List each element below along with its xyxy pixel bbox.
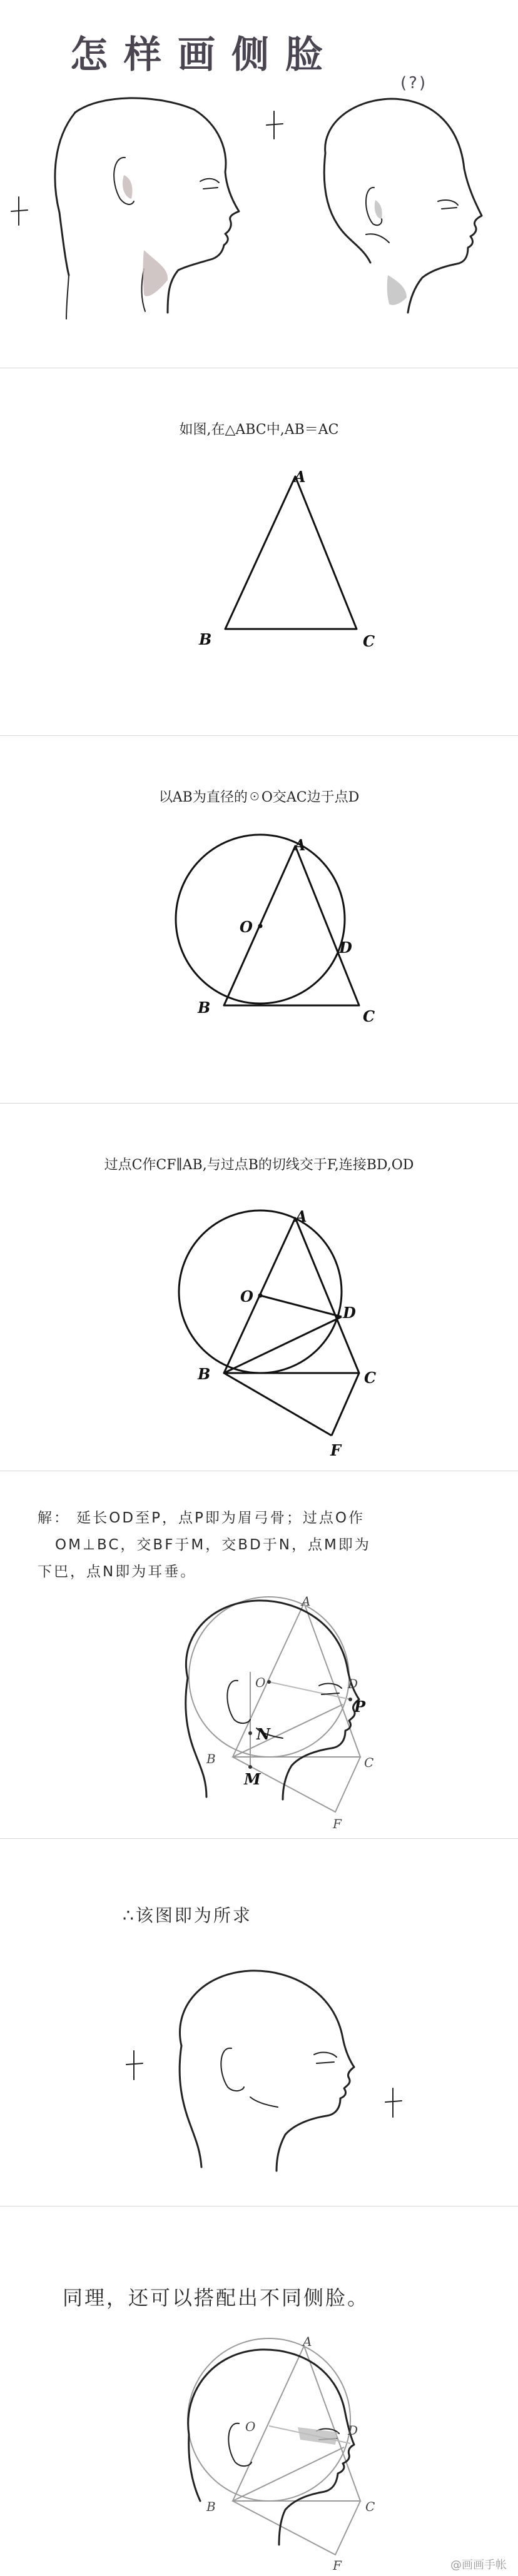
label-m: M <box>244 1770 261 1788</box>
step2-caption: 以AB为直径的☉O交AC边于点D <box>158 790 360 805</box>
point-o <box>258 1294 263 1298</box>
label-o: O <box>245 2419 256 2434</box>
label-p: P <box>354 1698 366 1716</box>
label-b: B <box>199 630 212 648</box>
label-c: C <box>363 632 375 650</box>
line-bf <box>224 1373 332 1436</box>
point-o <box>258 924 263 928</box>
label-d: D <box>348 2423 358 2438</box>
step3-diagram <box>0 1104 518 1471</box>
label-c: C <box>363 1007 375 1025</box>
circle-o <box>176 835 345 1004</box>
triangle-abc <box>225 476 357 629</box>
header-panel <box>0 0 518 366</box>
circle-o <box>179 1210 342 1373</box>
label-a: A <box>294 468 306 486</box>
label-o: O <box>255 1675 266 1690</box>
header-sketch <box>0 0 518 366</box>
label-o: O <box>240 1287 253 1306</box>
step1-panel <box>0 369 518 735</box>
head-over-construction <box>186 1601 359 1799</box>
label-b: B <box>206 2499 216 2514</box>
step1-diagram <box>0 369 518 735</box>
left-head-sketch <box>55 98 239 319</box>
right-head-sketch <box>324 99 482 313</box>
label-n: N <box>256 1725 270 1743</box>
step2-panel <box>0 737 518 1102</box>
label-d: D <box>339 938 352 957</box>
construction-lines <box>189 1597 360 1812</box>
label-a: A <box>302 1594 311 1609</box>
step1-caption: 如图,在△ABC中,AB＝AC <box>179 422 339 438</box>
solution-line-1: 解： 延长OD至P，点P即为眉弓骨；过点O作 <box>38 1510 365 1526</box>
label-c: C <box>364 1755 374 1770</box>
label-d: D <box>343 1304 356 1322</box>
solution-line-2: OM⊥BC，交BF于M，交BD于N，点M即为 <box>55 1537 371 1553</box>
label-b: B <box>198 999 211 1017</box>
point-n <box>248 1731 252 1735</box>
watermark: @画画手帐 <box>450 2558 507 2572</box>
sparkle-icons <box>11 111 283 225</box>
closing-text: 同理，还可以搭配出不同侧脸。 <box>63 2286 370 2310</box>
step5-head-sketch <box>0 1839 518 2206</box>
panel-divider <box>0 1103 518 1104</box>
step3-panel <box>0 1104 518 1471</box>
solution-line-3: 下巴，点N即为耳垂。 <box>38 1564 197 1580</box>
step4-panel <box>0 1472 518 1838</box>
label-a: A <box>303 2334 312 2349</box>
label-f: F <box>330 1441 342 1459</box>
label-a: A <box>294 836 306 854</box>
point-m <box>248 1765 252 1769</box>
step5-panel <box>0 1839 518 2206</box>
step3-caption: 过点C作CF∥AB,与过点B的切线交于F,连接BD,OD <box>104 1157 414 1173</box>
title-question-mark: (?) <box>400 74 428 93</box>
step6-diagram <box>0 2207 518 2576</box>
panel-divider <box>0 1838 518 1839</box>
step4-diagram <box>0 1472 518 1838</box>
point-o <box>267 1680 271 1684</box>
label-c: C <box>364 1369 377 1387</box>
alt-head-sketch <box>188 2350 354 2545</box>
label-d: D <box>348 1676 358 1691</box>
panel-divider <box>0 735 518 736</box>
label-b: B <box>206 1751 216 1766</box>
label-f: F <box>333 2558 342 2573</box>
line-bd <box>224 1317 342 1373</box>
label-o: O <box>240 918 253 936</box>
sparkle-icons <box>126 2051 402 2117</box>
label-b: B <box>198 1365 211 1383</box>
label-f: F <box>333 1816 342 1831</box>
step2-diagram <box>0 737 518 1102</box>
conclusion-text: ∴该图即为所求 <box>123 1905 252 1926</box>
label-a: A <box>295 1207 307 1225</box>
line-cf <box>332 1373 359 1436</box>
page-title: 怎样画侧脸 <box>70 33 339 77</box>
construction-lines <box>188 2338 360 2555</box>
point-p <box>348 1698 352 1701</box>
label-c: C <box>365 2499 375 2514</box>
step6-panel <box>0 2207 518 2576</box>
